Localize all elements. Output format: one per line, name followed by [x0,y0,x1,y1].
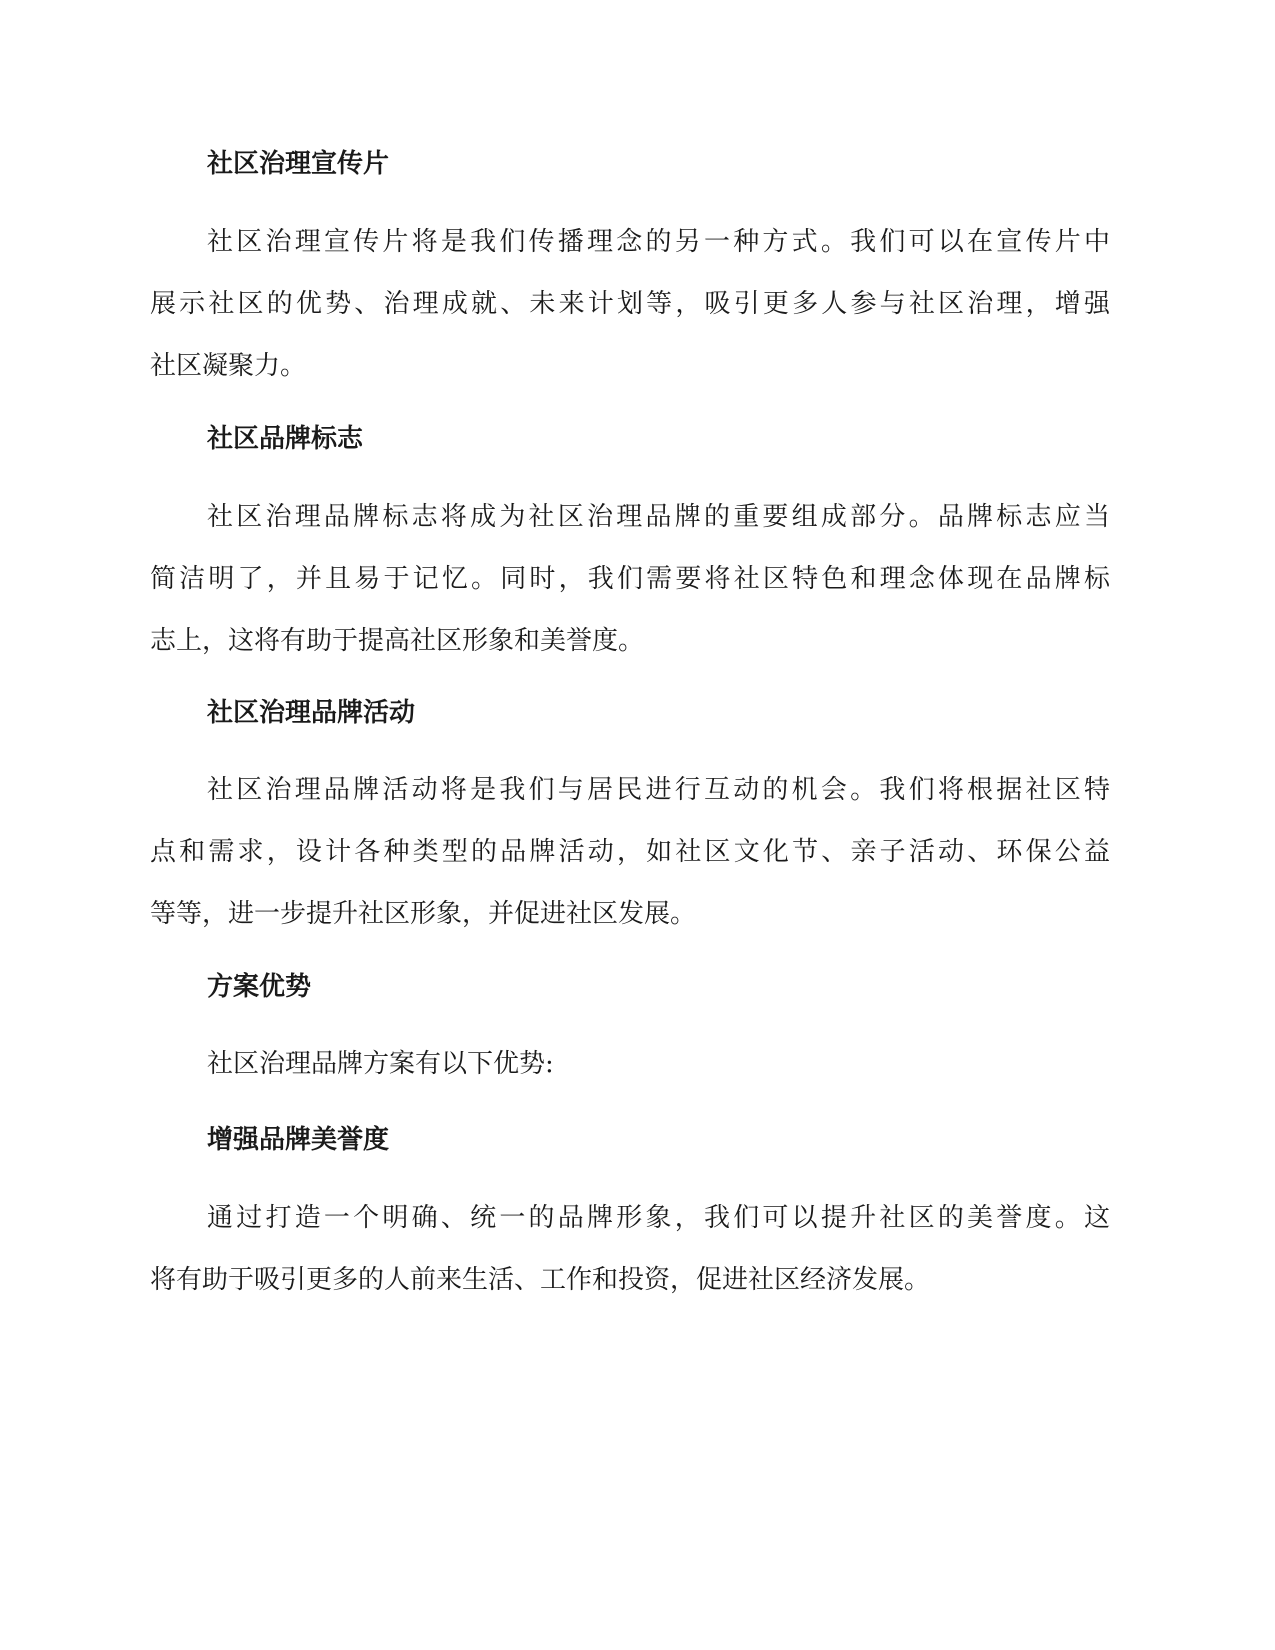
section-paragraph [150,759,1110,945]
section-paragraph [150,1187,1110,1311]
paragraph-line: 点和需求，设计各种类型的品牌活动，如社区文化节、亲子活动、环保公益 [150,837,1110,867]
paragraph-line: 通过打造一个明确、统一的品牌形象，我们可以提升社区的美誉度。这 [207,1203,1110,1233]
paragraph-line: 社区治理品牌方案有以下优势: [207,1049,554,1079]
section-paragraph [150,1033,1110,1095]
section-heading: 增强品牌美誉度 [207,1125,390,1155]
paragraph-line: 社区凝聚力。 [150,351,307,381]
section-heading: 社区治理宣传片 [207,149,390,179]
paragraph-line: 社区治理品牌活动将是我们与居民进行互动的机会。我们将根据社区特 [207,775,1110,805]
section-paragraph [150,211,1110,397]
section-heading: 社区治理品牌活动 [207,698,416,728]
paragraph-line: 社区治理品牌标志将成为社区治理品牌的重要组成部分。品牌标志应当 [207,502,1110,532]
paragraph-line: 等等，进一步提升社区形象，并促进社区发展。 [150,899,697,929]
paragraph-line: 志上，这将有助于提高社区形象和美誉度。 [150,626,645,656]
section-heading: 社区品牌标志 [207,424,364,454]
paragraph-line: 展示社区的优势、治理成就、未来计划等，吸引更多人参与社区治理，增强 [150,289,1110,319]
paragraph-line: 将有助于吸引更多的人前来生活、工作和投资，促进社区经济发展。 [150,1265,931,1295]
paragraph-line: 社区治理宣传片将是我们传播理念的另一种方式。我们可以在宣传片中 [207,227,1110,257]
section-heading: 方案优势 [207,972,312,1002]
paragraph-line: 简洁明了，并且易于记忆。同时，我们需要将社区特色和理念体现在品牌标 [150,564,1110,594]
section-paragraph [150,486,1110,672]
